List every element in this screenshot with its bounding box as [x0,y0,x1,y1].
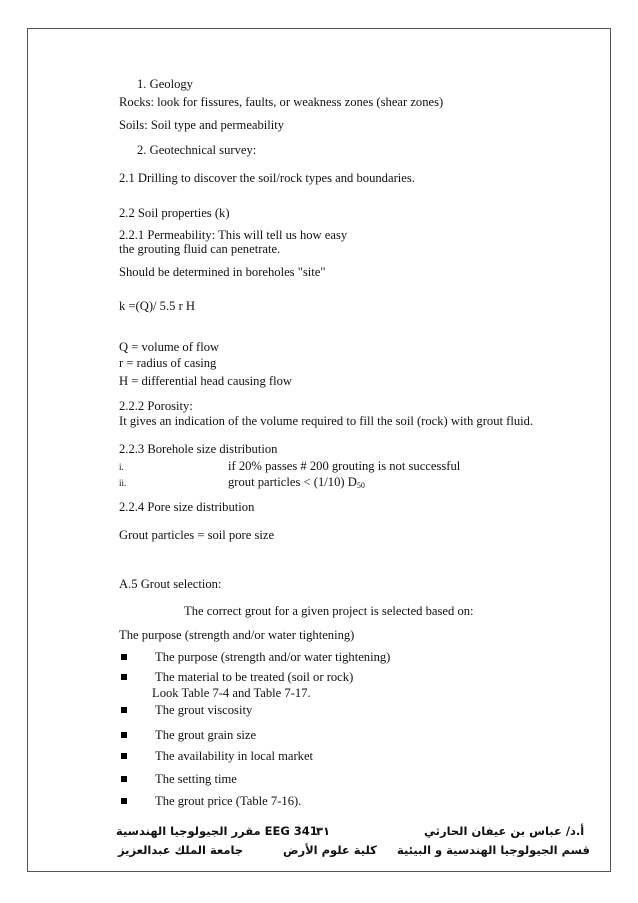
page-border [27,28,611,872]
r-definition: r = radius of casing [119,356,217,370]
heading-geotechnical-survey: 2. Geotechnical survey: [137,143,257,157]
footer-page-number: ٣١ [316,824,331,838]
rocks-text: Rocks: look for fissures, faults, or weakness zones (shear zones) [119,95,444,109]
soils-text: Soils: Soil type and permeability [119,118,285,132]
boreholes-text: Should be determined in boreholes "site" [119,265,326,279]
drilling-text: 2.1 Drilling to discover the soil/rock types and boundaries. [119,171,415,185]
bullet-marker [121,732,127,738]
pore-size-text: Grout particles = soil pore size [119,528,275,542]
grouting-condition-text: if 20% passes # 200 grouting is not successful [228,459,461,473]
grout-selection-intro: The correct grout for a given project is selected based on: [184,604,474,618]
bullet-item: The setting time [155,772,237,786]
purpose-text: The purpose (strength and/or water tightening) [119,628,355,642]
bullet-marker [121,798,127,804]
bullet-item: The purpose (strength and/or water tightening) [155,650,391,664]
h-definition: H = differential head causing flow [119,374,292,388]
bullet-item: The grout viscosity [155,703,253,717]
bullet-marker [121,776,127,782]
bullet-item: The grout grain size [155,728,257,742]
porosity-text: It gives an indication of the volume required to fill the soil (rock) with grout fluid. [119,414,534,428]
footer-course: EEG 341 مقرر الجيولوجيا الهندسية [116,824,318,838]
list-numeral-i: i. [119,462,124,472]
footer-faculty: كلية علوم الأرض [283,843,377,857]
footer-university: جامعة الملك عبدالعزيز [118,843,244,857]
heading-geology: 1. Geology [137,77,193,91]
soil-properties-heading: 2.2 Soil properties (k) [119,206,230,220]
bullet-item-continuation: Look Table 7-4 and Table 7-17. [152,686,311,700]
list-numeral-ii: ii. [119,478,127,488]
grout-selection-heading: A.5 Grout selection: [119,577,222,591]
bullet-marker [121,654,127,660]
bullet-item: The grout price (Table 7-16). [155,794,302,808]
footer-department: قسم الجيولوجيا الهندسية و البيئية [397,843,590,857]
footer-author: أ.د/ عباس بن عيفان الحارثي [424,824,585,838]
permeability-formula: k =(Q)/ 5.5 r H [119,299,196,313]
bullet-item: The availability in local market [155,749,314,763]
porosity-heading: 2.2.2 Porosity: [119,399,193,413]
q-definition: Q = volume of flow [119,340,220,354]
bullet-marker [121,674,127,680]
bullet-marker [121,707,127,713]
grout-particles-condition: grout particles < (1/10) $D_{50}$ [228,475,365,490]
bullet-marker [121,753,127,759]
permeability-text: 2.2.1 Permeability: This will tell us how easy [119,228,348,242]
borehole-size-heading: 2.2.3 Borehole size distribution [119,442,278,456]
pore-size-heading: 2.2.4 Pore size distribution [119,500,255,514]
permeability-text-cont: the grouting fluid can penetrate. [119,242,281,256]
bullet-item: The material to be treated (soil or rock) [155,670,354,684]
